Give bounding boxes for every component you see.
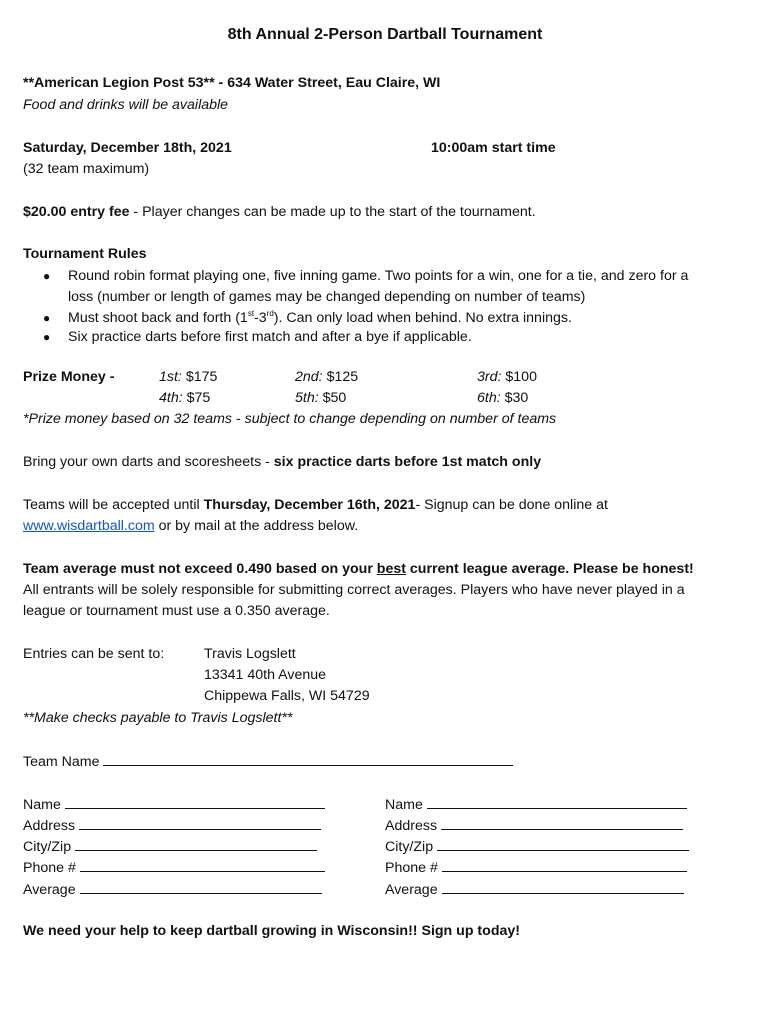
mail-street: 13341 40th Avenue [204, 667, 327, 683]
player1-cityzip-field[interactable]: City/Zip [23, 837, 317, 856]
prize-note: *Prize money based on 32 teams - subject to change depending on number of teams [23, 411, 557, 427]
mail-name: Travis Logslett [204, 646, 296, 662]
player1-address-blank[interactable] [79, 816, 321, 830]
player2-cityzip-field[interactable]: City/Zip [385, 837, 689, 856]
rule-2-text: Must shoot back and forth (1st-3rd). Can only load when behind. No extra innings. [68, 309, 572, 326]
signup-deadline: Thursday, December 16th, 2021 [203, 497, 416, 513]
rule-3-text: Six practice darts before first match and after a bye if applicable. [68, 329, 472, 345]
website-link[interactable]: www.wisdartball.com [23, 518, 155, 534]
prize-money-label: Prize Money - [23, 369, 115, 385]
entries-label: Entries can be sent to: [23, 646, 165, 662]
start-time: 10:00am start time [431, 140, 556, 156]
player2-average-field[interactable]: Average [385, 880, 684, 899]
mail-city: Chippewa Falls, WI 54729 [204, 688, 370, 704]
bullet-icon: ● [43, 311, 51, 325]
rules-heading: Tournament Rules [23, 246, 147, 262]
player2-address-blank[interactable] [441, 816, 683, 830]
prize-4th: 4th: $75 [159, 390, 211, 406]
event-date: Saturday, December 18th, 2021 [23, 140, 232, 156]
team-name-blank[interactable] [103, 752, 513, 766]
player2-phone-field[interactable]: Phone # [385, 858, 687, 877]
rule-1-line-1: Round robin format playing one, five inning game. Two points for a win, one for a tie, and zero for a [68, 268, 689, 284]
player1-name-blank[interactable] [65, 795, 325, 809]
prize-5th: 5th: $50 [295, 390, 347, 406]
player1-name-field[interactable]: Name [23, 795, 325, 814]
prize-6th: 6th: $30 [477, 390, 529, 406]
team-maximum: (32 team maximum) [23, 161, 150, 177]
player1-phone-field[interactable]: Phone # [23, 858, 325, 877]
player1-average-blank[interactable] [80, 880, 322, 894]
signup-line-2: www.wisdartball.com or by mail at the address below. [23, 518, 359, 534]
player2-phone-blank[interactable] [442, 858, 687, 872]
player2-name-field[interactable]: Name [385, 795, 687, 814]
page-title: 8th Annual 2-Person Dartball Tournament [227, 26, 543, 43]
bullet-icon: ● [43, 269, 51, 283]
player1-average-field[interactable]: Average [23, 880, 322, 899]
team-name-label: Team Name [23, 754, 100, 770]
checks-note: **Make checks payable to Travis Logslett** [23, 710, 293, 726]
closing-line: We need your help to keep dartball growing in Wisconsin!! Sign up today! [23, 923, 520, 939]
player1-cityzip-blank[interactable] [75, 837, 317, 851]
average-rule-line-3: league or tournament must use a 0.350 average. [23, 603, 330, 619]
player1-phone-blank[interactable] [80, 858, 325, 872]
bring-darts-line: Bring your own darts and scoresheets - six practice darts before 1st match only [23, 454, 542, 470]
entry-fee-note: - Player changes can be made up to the start of the tournament. [129, 204, 536, 220]
prize-2nd: 2nd: $125 [295, 369, 359, 385]
entry-fee-line [23, 203, 536, 221]
player2-name-blank[interactable] [427, 795, 687, 809]
signup-line-1: Teams will be accepted until Thursday, December 16th, 2021- Signup can be done online at [23, 497, 608, 513]
venue-line: **American Legion Post 53** - 634 Water Street, Eau Claire, WI [23, 75, 441, 91]
bullet-icon: ● [43, 330, 51, 344]
player1-address-field[interactable]: Address [23, 816, 321, 835]
team-name-field[interactable] [23, 752, 513, 771]
average-rule-bold: Team average must not exceed 0.490 based on your best current league average. Please be honest! [23, 561, 694, 577]
prize-3rd: 3rd: $100 [477, 369, 537, 385]
player2-address-field[interactable]: Address [385, 816, 683, 835]
player2-cityzip-blank[interactable] [437, 837, 689, 851]
player2-average-blank[interactable] [442, 880, 684, 894]
rule-1-line-2: loss (number or length of games may be changed depending on number of teams) [68, 289, 586, 305]
entry-fee-amount: $20.00 entry fee [23, 204, 130, 220]
food-note: Food and drinks will be available [23, 97, 229, 113]
prize-1st: 1st: $175 [159, 369, 218, 385]
average-rule-line-2: All entrants will be solely responsible for submitting correct averages. Players who have never played in a [23, 582, 685, 598]
